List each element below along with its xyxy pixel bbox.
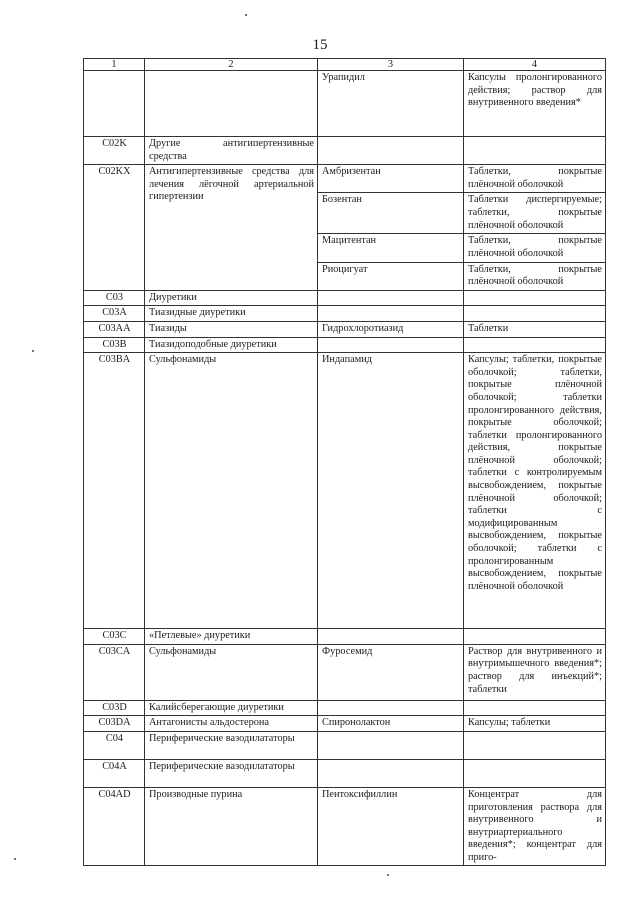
scan-speck bbox=[387, 874, 389, 876]
atc-code-cell: C03 bbox=[84, 290, 145, 306]
drug-name-cell: Мацитентан bbox=[318, 234, 464, 262]
drug-name-cell bbox=[318, 137, 464, 165]
group-cell: Тиазиды bbox=[145, 321, 318, 337]
atc-code-cell: C03B bbox=[84, 337, 145, 353]
drug-name-cell bbox=[318, 629, 464, 645]
table-row bbox=[84, 700, 606, 716]
dosage-form-cell: Капсулы пролонгированного действия; раствор для внутривенного введения* bbox=[464, 71, 606, 137]
dosage-form-cell: Капсулы; таблетки, покрытые оболочкой; таблетки, покрытые плёночной оболочкой; таблетки пролонгированного действия, покрытые оболочкой; таблетки пролонгированного действия, покрытые плёночной оболочкой; таблетки с контролируемым высвобождением, покрытые плёночной оболочкой; таблетки с модифицированным высвобождением, покрытые оболочкой; таблетки с пролонгированным высвобождением, покрытые плёночной оболочкой bbox=[464, 353, 606, 629]
drug-name-cell: Бозентан bbox=[318, 193, 464, 234]
table-row bbox=[84, 321, 606, 337]
scan-speck bbox=[14, 858, 16, 860]
table-row bbox=[84, 290, 606, 306]
dosage-form-cell bbox=[464, 137, 606, 165]
group-cell: Другие антигипертензивные средства bbox=[145, 137, 318, 165]
table-row bbox=[84, 716, 606, 732]
dosage-form-cell bbox=[464, 700, 606, 716]
dosage-form-cell: Концентрат для приготовления раствора для внутривенного и внутриартериального введения*; концентрат для приго- bbox=[464, 787, 606, 866]
column-header: 3 bbox=[318, 59, 464, 71]
atc-code-cell: C02K bbox=[84, 137, 145, 165]
table-row bbox=[84, 306, 606, 322]
drug-name-cell bbox=[318, 700, 464, 716]
group-cell: Антагонисты альдостерона bbox=[145, 716, 318, 732]
column-header: 4 bbox=[464, 59, 606, 71]
table-row bbox=[84, 644, 606, 700]
table-row bbox=[84, 137, 606, 165]
atc-code-cell: C03C bbox=[84, 629, 145, 645]
drug-table bbox=[83, 58, 606, 866]
dosage-form-cell: Таблетки, покрытые плёночной оболочкой bbox=[464, 234, 606, 262]
dosage-form-cell: Таблетки, покрытые плёночной оболочкой bbox=[464, 165, 606, 193]
drug-name-cell: Фуросемид bbox=[318, 644, 464, 700]
table-row bbox=[84, 629, 606, 645]
group-cell: Калийсберегающие диуретики bbox=[145, 700, 318, 716]
atc-code-cell: C03CA bbox=[84, 644, 145, 700]
group-cell: Тиазидоподобные диуретики bbox=[145, 337, 318, 353]
group-cell bbox=[145, 71, 318, 137]
table-header-row bbox=[84, 59, 606, 71]
table-row bbox=[84, 759, 606, 787]
drug-name-cell bbox=[318, 290, 464, 306]
atc-code-cell: C03DA bbox=[84, 716, 145, 732]
table-row bbox=[84, 731, 606, 759]
group-cell: Антигипертензивные средства для лечения лёгочной артериальной гипертензии bbox=[145, 165, 318, 291]
column-header: 2 bbox=[145, 59, 318, 71]
dosage-form-cell: Таблетки диспергируемые; таблетки, покрытые плёночной оболочкой bbox=[464, 193, 606, 234]
group-cell: Периферические вазодилататоры bbox=[145, 731, 318, 759]
dosage-form-cell bbox=[464, 337, 606, 353]
dosage-form-cell bbox=[464, 731, 606, 759]
atc-code-cell: C03AA bbox=[84, 321, 145, 337]
drug-name-cell: Индапамид bbox=[318, 353, 464, 629]
dosage-form-cell bbox=[464, 759, 606, 787]
dosage-form-cell: Таблетки bbox=[464, 321, 606, 337]
dosage-form-cell bbox=[464, 629, 606, 645]
atc-code-cell: C02KX bbox=[84, 165, 145, 291]
column-header: 1 bbox=[84, 59, 145, 71]
drug-name-cell: Гидрохлоротиазид bbox=[318, 321, 464, 337]
drug-name-cell: Спиронолактон bbox=[318, 716, 464, 732]
atc-code-cell: C04A bbox=[84, 759, 145, 787]
group-cell: Периферические вазодилататоры bbox=[145, 759, 318, 787]
atc-code-cell: C03A bbox=[84, 306, 145, 322]
table-row bbox=[84, 337, 606, 353]
drug-name-cell: Пентоксифиллин bbox=[318, 787, 464, 866]
atc-code-cell: C04 bbox=[84, 731, 145, 759]
dosage-form-cell bbox=[464, 290, 606, 306]
group-cell: «Петлевые» диуретики bbox=[145, 629, 318, 645]
drug-name-cell bbox=[318, 337, 464, 353]
drug-name-cell: Риоцигуат bbox=[318, 262, 464, 290]
table-row bbox=[84, 165, 606, 193]
drug-name-cell: Урапидил bbox=[318, 71, 464, 137]
table-row bbox=[84, 353, 606, 629]
drug-name-cell bbox=[318, 759, 464, 787]
scan-speck bbox=[32, 350, 34, 352]
drug-name-cell bbox=[318, 306, 464, 322]
atc-code-cell: C04AD bbox=[84, 787, 145, 866]
drug-name-cell: Амбризентан bbox=[318, 165, 464, 193]
group-cell: Тиазидные диуретики bbox=[145, 306, 318, 322]
dosage-form-cell bbox=[464, 306, 606, 322]
atc-code-cell bbox=[84, 71, 145, 137]
group-cell: Сульфонамиды bbox=[145, 353, 318, 629]
atc-code-cell: C03D bbox=[84, 700, 145, 716]
dosage-form-cell: Раствор для внутривенного и внутримышечного введения*; раствор для инъекций*; таблетки bbox=[464, 644, 606, 700]
drug-name-cell bbox=[318, 731, 464, 759]
table-row bbox=[84, 787, 606, 866]
group-cell: Сульфонамиды bbox=[145, 644, 318, 700]
page-number: 15 bbox=[312, 37, 328, 53]
dosage-form-cell: Таблетки, покрытые плёночной оболочкой bbox=[464, 262, 606, 290]
scan-speck bbox=[245, 14, 247, 16]
group-cell: Диуретики bbox=[145, 290, 318, 306]
atc-code-cell: C03BA bbox=[84, 353, 145, 629]
dosage-form-cell: Капсулы; таблетки bbox=[464, 716, 606, 732]
group-cell: Производные пурина bbox=[145, 787, 318, 866]
table-row bbox=[84, 71, 606, 137]
